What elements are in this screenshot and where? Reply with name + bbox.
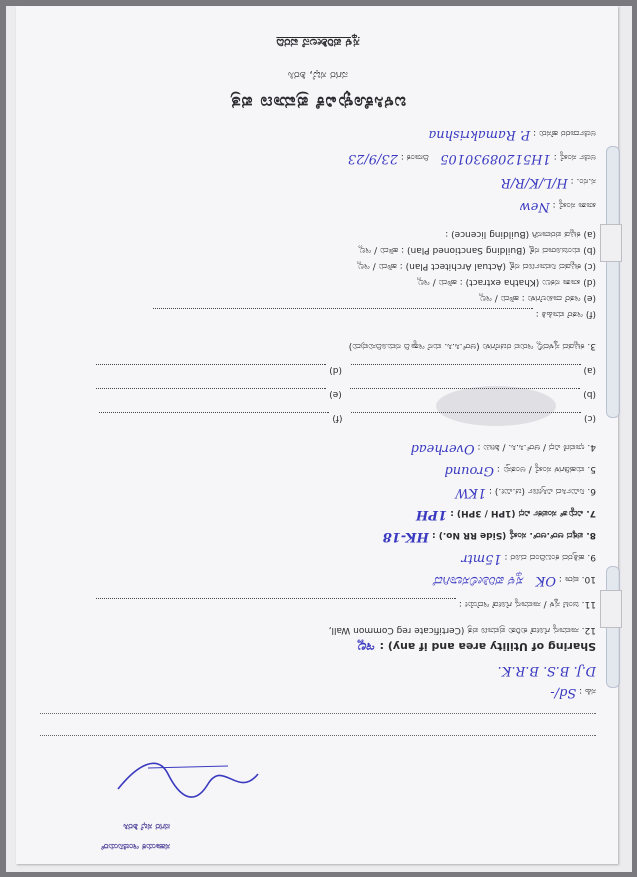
remarks-label: 10. ಷರಾ :: [556, 574, 596, 584]
signatory-label: ಸಹಿ: [585, 686, 596, 696]
phase-label: 7. ವಿದ್ಯುತ್ ಸಂಪರ್ಕ ವಿಧ (1PH / 3PH) :: [447, 508, 596, 518]
sanctioned-plan: (b) ಮಂಜೂರಾದ ನಕ್ಷೆ (Building Sanctioned Plan) : ಹೌದು / ಇಲ್ಲ: [358, 245, 596, 255]
applicant-value: P. Ramakrishna: [428, 127, 531, 142]
separator-line: [40, 735, 596, 736]
separator-line: [40, 713, 596, 714]
distance-label: 9. ಹತ್ತಿರದ ಕಂಬದಿಂದ ದೂರ :: [501, 552, 596, 562]
date-value: 23/9/23: [347, 151, 398, 166]
floors-value: Ground: [444, 463, 494, 478]
roof-label: 4. ಛಾವಣಿ ವಿಧ / ಆರ್.ಸಿ.ಸಿ. / ಶೀಟು :: [474, 442, 596, 452]
d-label: (d): [329, 365, 342, 375]
paper-smudge: [436, 386, 556, 426]
khatha-label: ಖಾತಾ ಸಂಖ್ಯೆ: [558, 200, 596, 210]
utility-blank: [96, 598, 456, 609]
signatory-row: ಸಹಿ : Sd/-: [550, 685, 596, 700]
common-wall-row: [40, 624, 596, 636]
applicant-row: ಅರ್ಜಿದಾರರ ಹೆಸರು : P. Ramakrishna: [428, 127, 596, 142]
utility-label: 11. ಜಂಟಿ ಸ್ಥಳ / ಸಾಮಾನ್ಯ ಗೋಡೆ ಇದೆಯೇ :: [458, 599, 596, 609]
a-label: (a): [583, 365, 596, 375]
stamp-line-2: ನಗರ ಸಭೆ ಶಿರಸಿ: [123, 821, 170, 831]
rr-value: HK-18: [382, 529, 429, 544]
d-blank: [96, 364, 326, 375]
sy-no-value: H/L/K/R/R: [500, 175, 568, 190]
engineer-note-row: [40, 663, 596, 676]
e-blank: [96, 388, 326, 399]
other-docs: (e) ಇತರೆ ದಾಖಲೆಗಳು : ಹೌದು / ಇಲ್ಲ: [479, 293, 596, 303]
common-wall-label-2: Sharing of Utility area and if any) :: [379, 640, 596, 653]
khatha-extract: (d) ಖಾತಾ ನಕಲು (Khatha extract) : ಹೌದು / ಇಲ್ಲ: [417, 277, 596, 287]
applicant-label: ಅರ್ಜಿದಾರರ ಹೆಸರು: [538, 128, 596, 138]
khatha-value: New: [519, 199, 550, 214]
officer-stamp: [30, 818, 170, 854]
roof-value: Overhead: [410, 441, 475, 456]
utility-row: [40, 598, 596, 610]
engineer-note: D.J. B.S. B.R.K.: [497, 663, 596, 678]
binder-clip: [606, 146, 620, 418]
date-label: ದಿನಾಂಕ: [406, 152, 429, 162]
structure-ad: [40, 364, 596, 376]
other-details-label: (f) ಇತರೆ ಮಾಹಿತಿ :: [535, 309, 596, 319]
phase-value: 1PH: [415, 507, 448, 522]
signatory-value: Sd/-: [550, 685, 577, 700]
distance-value: 15mtr: [461, 551, 502, 566]
floors-label: 5. ಮಹಡಿಗಳ ಸಂಖ್ಯೆ / ಅಂತಸ್ತು :: [493, 464, 596, 474]
application-no-label: ಅರ್ಜಿ ಸಂಖ್ಯೆ: [559, 152, 596, 162]
a-blank: [351, 364, 581, 375]
builtup-value: 1KW: [455, 485, 487, 500]
binder-tab: [600, 224, 622, 262]
f-label: (f): [332, 413, 343, 423]
document-subtitle: ನಗರ ಸಭೆ, ಶಿರಸಿ: [288, 69, 348, 82]
remarks-row: [40, 573, 596, 586]
distance-row: [40, 551, 596, 564]
remarks-value-2: ಸ್ಥಳ ಪರಿಶೀಲಿಸಲಾಗಿದೆ: [434, 573, 525, 588]
architect-plan: (c) ಕಟ್ಟಡದ ನಿರ್ಮಾಣದ ನಕ್ಷೆ (Actual Architect Plan) : ಹೌದು / ಇಲ್ಲ: [357, 261, 596, 271]
b-label: (b): [583, 389, 596, 399]
builtup-row: [40, 485, 596, 498]
officer-signature: [108, 754, 268, 804]
sy-no-label: ಸ.ನಂ.: [576, 176, 596, 186]
common-wall-row-2: [40, 640, 596, 652]
other-details-blank: [153, 308, 533, 319]
rr-label: 8. ಪಕ್ಕದ ಆರ್.ಆರ್. ಸಂಖ್ಯೆ (Side RR No.) :: [428, 530, 596, 540]
remarks-value: OK: [535, 573, 556, 588]
e-label: (e): [329, 389, 342, 399]
f-blank: [99, 412, 329, 423]
c-label: (c): [584, 413, 596, 423]
common-wall-label: 12. ಸಾಮಾನ್ಯ ಗೋಡೆ ಕುರಿತು ಪ್ರಮಾಣ ಪತ್ರ (Certificate reg Common Wall,: [328, 625, 596, 635]
other-details: [40, 308, 596, 320]
phase-row: [40, 507, 596, 520]
application-no-value: 1H51208930105: [440, 151, 551, 166]
binder-tab: [600, 590, 622, 628]
rotated-content: [16, 6, 618, 864]
sy-row: ಸ.ನಂ. : H/L/K/R/R: [500, 175, 596, 190]
rr-row: [40, 529, 596, 542]
application-row: ಅರ್ಜಿ ಸಂಖ್ಯೆ : 1H51208930105 ದಿನಾಂಕ : 23/9/23: [347, 151, 596, 166]
document-page: [16, 6, 618, 864]
common-wall-value: ಇಲ್ಲ: [357, 639, 376, 654]
form-name: ಸ್ಥಳ ಪರಿಶೀಲನೆ ವರದಿ: [276, 36, 360, 50]
builtup-label: 6. ನಿರ್ಮಿಸಿದ ವಿಸ್ತೀರ್ಣ (ಚ.ಮೀ.) :: [486, 486, 596, 496]
building-licence: (a) ಕಟ್ಟಡ ಪರವಾನಗಿ (Building licence) :: [445, 229, 596, 239]
floors-row: [40, 463, 596, 476]
structure-prompt: 3. ಕಟ್ಟಡದ ಸ್ಥಳದಲ್ಲಿ ಇರುವ ರಚನೆಗಳು (ಆರ್.ಸಿ.ಸಿ. ಮನೆ ಇತ್ಯಾದಿ ನಮೂದಿಸುವುದು): [348, 341, 596, 351]
document-title: ಬಳಸಿಕೊಳ್ಳುವಿಕೆ ಪ್ರಮಾಣ ಪತ್ರ: [229, 92, 407, 112]
roof-row: [40, 441, 596, 454]
khatha-row: ಖಾತಾ ಸಂಖ್ಯೆ : New: [519, 199, 596, 214]
stamp-line-1: ಸಹಾಯಕ ಇಂಜಿನಿಯರ್: [100, 841, 170, 851]
